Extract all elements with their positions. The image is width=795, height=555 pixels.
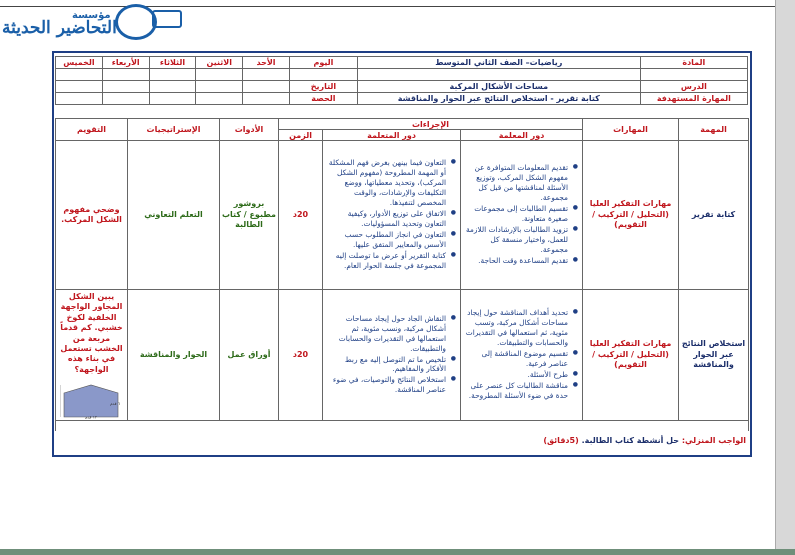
- header-table: [55, 56, 748, 105]
- task-cell: كتابة تقرير: [679, 141, 749, 290]
- tools-cell: أوراق عمل: [220, 290, 279, 421]
- homework-label: الواجب المنزلي:: [681, 436, 746, 445]
- logo-main-text: التحاضير الحديثة: [2, 18, 117, 38]
- list-item: ● تزويد الطالبات بالإرشادات اللازمة للعمل، واختيار منسقة كل مجموعة.: [463, 225, 568, 255]
- student-role-cell: [323, 290, 461, 421]
- figure-label-right: ٦ قدم: [110, 401, 120, 406]
- list-item: ● طرح الأسئلة.: [463, 370, 568, 380]
- hut-wall-figure: [60, 383, 122, 419]
- day-wednesday: الأربعاء: [102, 57, 149, 69]
- table-row: [56, 290, 749, 421]
- list-item: ● مناقشة الطالبات كل عنصر على حدة في ضوء الأسئلة المطروحة.: [463, 381, 568, 401]
- header-strategies: الإستراتيجيات: [128, 119, 220, 141]
- logo: [2, 4, 182, 44]
- time-cell: 20د: [279, 290, 323, 421]
- teacher-role-list: [463, 308, 580, 401]
- list-item: ● تقسيم موضوع المناقشة إلى عناصر فرعية.: [463, 349, 568, 369]
- list-item: ● تقديم المساعدة وقت الحاجة.: [463, 256, 568, 266]
- day-monday: الاثنين: [196, 57, 243, 69]
- evaluation-cell: وضحي مفهوم الشكل المركب.: [56, 141, 128, 290]
- header-task: المهمة: [679, 119, 749, 141]
- list-item: ● التعاون فيما بينهن بغرض فهم المشكلة أو المهمة المطروحة (مفهوم الشكل المركب)، وتحديد معطياتها، ووضع التكليفات والإرشادات، والوقت المخصص لتنفيذها.: [325, 158, 446, 208]
- list-item: ● تقديم المعلومات المتوافرة عن مفهوم الشكل المركب، وتوزيع الأسئلة لمناقشتها من قبل كل مجموعة.: [463, 163, 568, 203]
- vertical-scrollbar[interactable]: [775, 0, 795, 549]
- lesson-label: الدرس: [640, 81, 747, 93]
- day-sunday: الأحد: [243, 57, 290, 69]
- teacher-role-list: [463, 163, 580, 266]
- table-row: [56, 141, 749, 290]
- teacher-role-cell: [461, 141, 583, 290]
- day-label: اليوم: [289, 57, 357, 69]
- list-item: ● تقسيم الطالبات إلى مجموعات صغيرة متعاونة.: [463, 204, 568, 224]
- header-student-role: دور المتعلمة: [323, 130, 461, 141]
- list-item: ● الاتفاق على توزيع الأدوار، وكيفية التعاون وتحديد المسؤوليات.: [325, 209, 446, 229]
- spacer-row: [56, 421, 749, 432]
- subject-value: رياضيات– الصف الثاني المتوسط: [357, 57, 640, 69]
- time-cell: 20د: [279, 141, 323, 290]
- header-teacher-role: دور المعلمة: [461, 130, 583, 141]
- logo-ring-icon: [115, 4, 157, 40]
- tools-cell: بروشور مطبوع / كتاب الطالبة: [220, 141, 279, 290]
- student-role-list: [325, 314, 458, 396]
- homework-text: حل أنشطة كتاب الطالبة.: [581, 436, 680, 445]
- subject-label: المادة: [640, 57, 747, 69]
- list-item: ● كتابة التقرير أو عرض ما توصلت إليه المجموعة في جلسة الحوار العام.: [325, 251, 446, 271]
- header-evaluation: التقويم: [56, 119, 128, 141]
- lesson-value: مساحات الأشكال المركبة: [357, 81, 640, 93]
- list-item: ● استخلاص النتائج والتوصيات، في ضوء عناصر المناقشة.: [325, 375, 446, 395]
- student-role-cell: [323, 141, 461, 290]
- evaluation-text: يبين الشكل المجاور الواجهة الخلفية لكوخ خشبي. كم قدماً مربعة من الخشب تستعمل في بناء هذه الواجهة؟: [60, 292, 123, 374]
- header-skills: المهارات: [583, 119, 679, 141]
- skill-value: كتابة تقرير - استخلاص النتائج عبر الحوار والمناقشة: [357, 93, 640, 105]
- taskbar-strip: [0, 549, 795, 555]
- day-tuesday: الثلاثاء: [149, 57, 196, 69]
- teacher-role-cell: [461, 290, 583, 421]
- list-item: ● تلخيص ما تم التوصل إليه مع ربط الأفكار والمفاهيم.: [325, 355, 446, 375]
- header-tools: الأدوات: [220, 119, 279, 141]
- spacer-cell: [640, 69, 747, 81]
- skills-cell: مهارات التفكير العليا (التحليل / التركيب / التقويم): [583, 290, 679, 421]
- figure-label-bottom: ١٢ قدم: [84, 414, 98, 419]
- logo-small-text: مؤسسة: [72, 10, 111, 21]
- list-item: ● التعاون في انجاز المطلوب حسب الأسس والمعايير المتفق عليها.: [325, 230, 446, 250]
- homework-line: [56, 436, 746, 445]
- task-cell: استخلاص النتائج عبر الحوار والمناقشة: [679, 290, 749, 421]
- skills-cell: مهارات التفكير العليا (التحليل / التركيب / التقويم): [583, 141, 679, 290]
- cart-icon: [152, 10, 182, 28]
- day-thursday: الخميس: [56, 57, 103, 69]
- strategy-cell: الحوار والمناقشة: [128, 290, 220, 421]
- procedures-table: [55, 118, 749, 431]
- homework-time: (5دقائق): [543, 436, 579, 445]
- header-procedures: الإجراءات: [279, 119, 583, 130]
- header-time: الزمن: [279, 130, 323, 141]
- list-item: ● تحديد أهداف المناقشة حول إيجاد مساحات أشكال مركبة، وتسب مئوية، ثم استعمالها في التقديرات والحسابات والتطبيقات.: [463, 308, 568, 348]
- strategy-cell: التعلم التعاوني: [128, 141, 220, 290]
- period-label: الحصة: [289, 93, 357, 105]
- date-label: التاريخ: [289, 81, 357, 93]
- skill-label: المهارة المستهدفة: [640, 93, 747, 105]
- list-item: ● النقاش الجاد حول إيجاد مساحات أشكال مركبة، ونسب مئوية، ثم استعمالها في التقديرات والحسابات والتطبيقات.: [325, 314, 446, 354]
- student-role-list: [325, 158, 458, 271]
